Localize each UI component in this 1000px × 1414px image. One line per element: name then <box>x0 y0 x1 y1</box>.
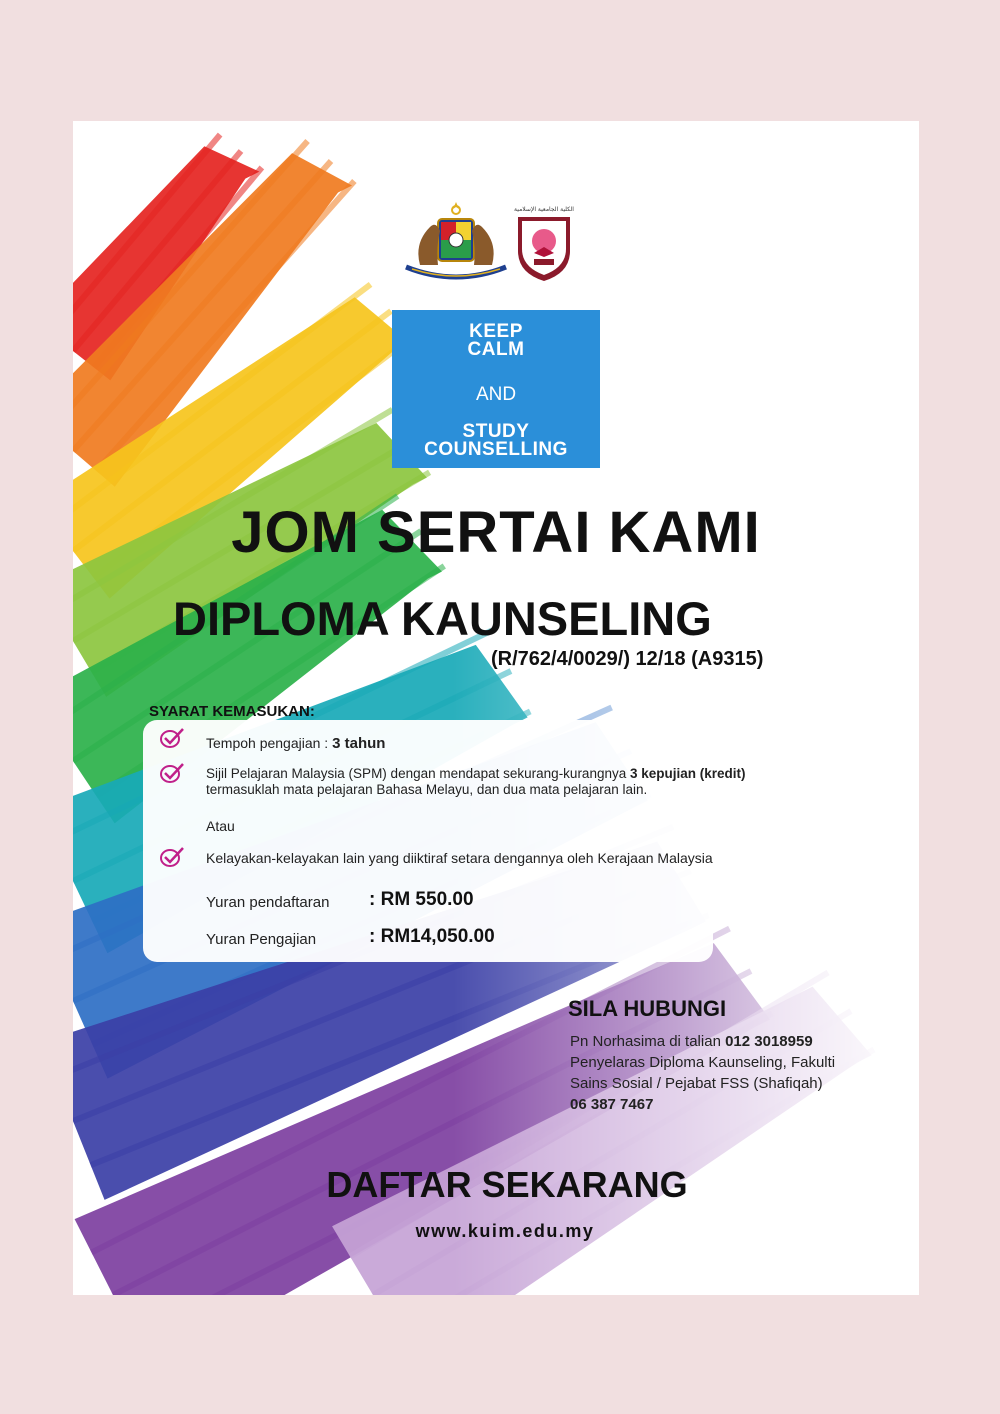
headline: JOM SERTAI KAMI <box>231 500 761 565</box>
and-text: AND <box>475 384 517 405</box>
contact-role: Penyelaras Diploma Kaunseling, Fakulti <box>570 1054 836 1071</box>
checkmark-icon <box>159 762 185 784</box>
study-fee-value: : RM14,050.00 <box>369 926 495 947</box>
kuim-logo-icon <box>514 203 574 281</box>
website-link[interactable]: www.kuim.edu.my <box>415 1221 595 1241</box>
program-code: (R/762/4/0029/) 12/18 (A9315) <box>491 648 764 670</box>
study-text: STUDY <box>462 421 530 442</box>
contact-office: Sains Sosial / Pejabat FSS (Shafiqah) <box>570 1075 823 1092</box>
contact-title: SILA HUBUNGI <box>568 996 727 1021</box>
study-fee-label: Yuran Pengajian <box>206 931 317 948</box>
spm-text: Sijil Pelajaran Malaysia (SPM) dengan mendapat sekurang-kurangnya <box>206 766 630 781</box>
office-phone: 06 387 7467 <box>570 1096 654 1113</box>
duration-value: 3 tahun <box>332 735 386 752</box>
counselling-text: COUNSELLING <box>424 439 568 460</box>
requirement-other: Kelayakan-kelayakan lain yang diiktiraf setara dengannya oleh Kerajaan Malaysia <box>206 850 713 866</box>
requirement-spm <box>206 766 746 798</box>
requirement-duration <box>206 735 385 752</box>
or-text: Atau <box>206 818 235 834</box>
spm-credits: 3 kepujian (kredit) <box>629 766 746 781</box>
registration-fee-label: Yuran pendaftaran <box>206 894 330 911</box>
poster <box>73 121 919 1295</box>
logo-arabic-text: الكلية الجامعية الإسلامية <box>514 206 574 213</box>
duration-label: Tempoh pengajian : <box>206 735 333 751</box>
keep-text: KEEP <box>469 321 523 342</box>
register-now-heading: DAFTAR SEKARANG <box>326 1164 688 1205</box>
melaka-crest-icon <box>406 202 506 277</box>
white-fade-overlay <box>453 121 919 1295</box>
requirements-title: SYARAT KEMASUKAN: <box>149 703 315 720</box>
checkmark-icon <box>159 846 185 868</box>
contact-person: Pn Norhasima di talian <box>570 1033 726 1050</box>
program-name: DIPLOMA KAUNSELING <box>173 592 712 645</box>
registration-fee-value: : RM 550.00 <box>369 889 474 910</box>
keep-calm-banner <box>392 310 600 468</box>
contact-phone: 012 3018959 <box>725 1033 813 1050</box>
calm-text: CALM <box>467 339 525 360</box>
checkmark-icon <box>159 727 185 749</box>
contact-details <box>570 1031 900 1115</box>
spm-text-line2: termasuklah mata pelajaran Bahasa Melayu, dan dua mata pelajaran lain. <box>206 782 648 797</box>
institution-logos <box>398 195 588 285</box>
